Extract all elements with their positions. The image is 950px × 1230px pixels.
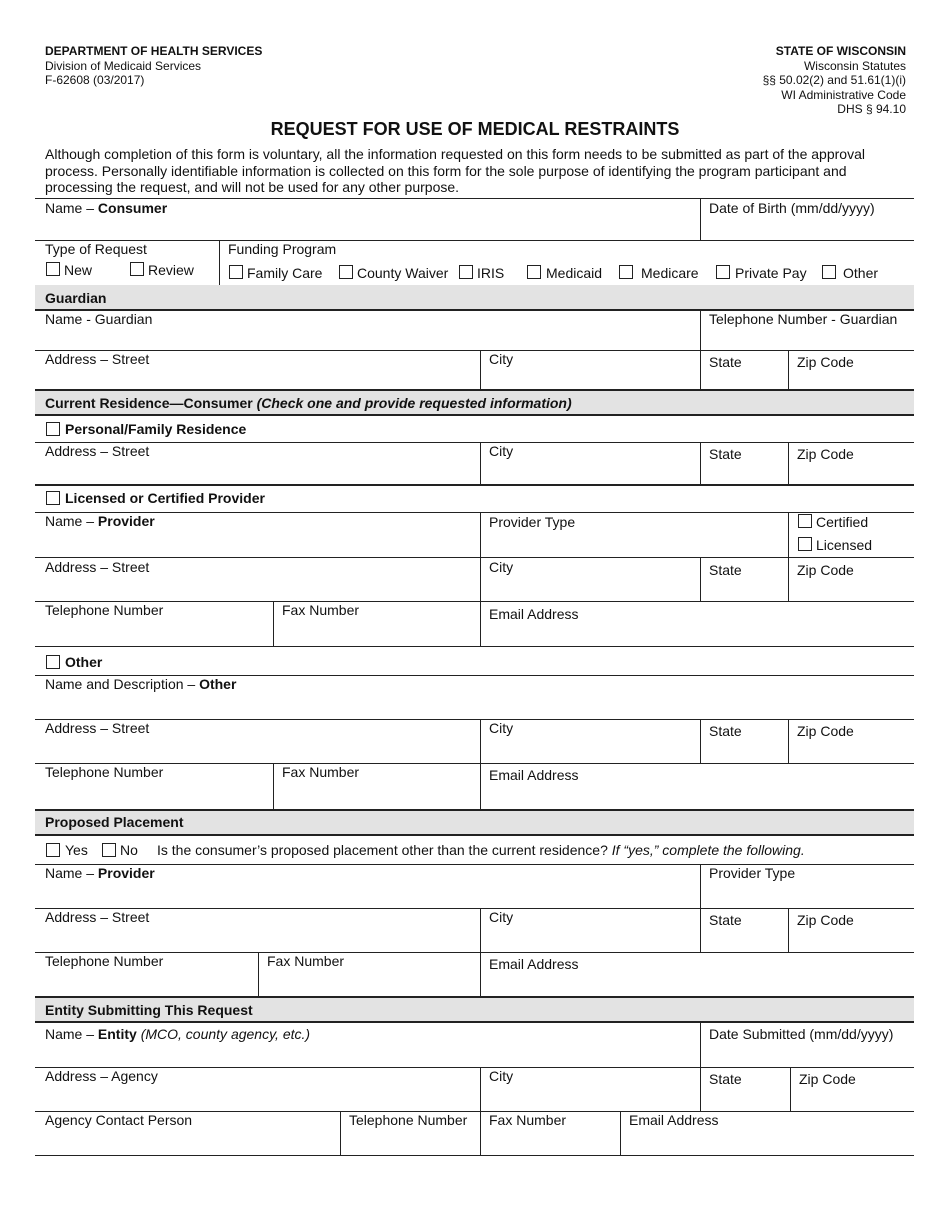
medicare-label: Medicare (641, 265, 699, 281)
provider-state-field[interactable]: State (709, 562, 742, 578)
rule (35, 414, 914, 416)
divider (788, 350, 789, 389)
agency-header (45, 44, 262, 88)
personal-zip-field[interactable]: Zip Code (797, 446, 854, 462)
department-name: DEPARTMENT OF HEALTH SERVICES (45, 44, 263, 58)
field-label: Name – (45, 1026, 98, 1042)
placement-city-field[interactable]: City (489, 909, 514, 925)
medicaid-label: Medicaid (546, 265, 603, 281)
statute-references: §§ 50.02(2) and 51.61(1)(i) (762, 73, 906, 87)
intro-paragraph: Although completion of this form is voluntary, all the information requested on this form needs to be submitted as part of the approval process. Personally identifiable information is collected on this form for the sole purpose of identifying the program participant and processing the request, and will not be used for any other purpose. (45, 146, 865, 195)
review-label: Review (148, 262, 194, 278)
divider (219, 240, 220, 285)
iris-label: IRIS (477, 265, 505, 281)
licensed-provider-checkbox[interactable] (46, 491, 60, 505)
other-funding-label: Other (843, 265, 879, 281)
provider-type-field[interactable]: Provider Type (489, 514, 576, 530)
date-submitted-field[interactable]: Date Submitted (mm/dd/yyyy) (709, 1026, 894, 1042)
review-checkbox[interactable] (130, 262, 144, 276)
divider (788, 512, 789, 557)
divider (700, 719, 701, 763)
section-title: Proposed Placement (45, 814, 184, 830)
personal-residence-checkbox[interactable] (46, 422, 60, 436)
rule (35, 763, 914, 764)
medicare-checkbox[interactable] (619, 265, 633, 279)
form-title: REQUEST FOR USE OF MEDICAL RESTRAINTS (270, 119, 680, 139)
other-email-field[interactable]: Email Address (489, 767, 579, 783)
placement-street-field[interactable]: Address – Street (45, 909, 150, 925)
field-label: Name – (45, 865, 98, 881)
provider-city-field[interactable]: City (489, 559, 514, 575)
divider (273, 601, 274, 646)
other-residence-label: Other (65, 654, 103, 670)
other-zip-field[interactable]: Zip Code (797, 723, 854, 739)
personal-residence-label: Personal/Family Residence (65, 421, 247, 437)
placement-zip-field[interactable]: Zip Code (797, 912, 854, 928)
request-type-label: Type of Request (45, 241, 147, 257)
rule (35, 442, 914, 443)
other-city-field[interactable]: City (489, 720, 514, 736)
guardian-street-field[interactable]: Address – Street (45, 351, 150, 367)
admin-code-label: WI Administrative Code (781, 87, 906, 102)
field-label-bold: Consumer (97, 200, 168, 216)
certified-label: Certified (816, 514, 869, 530)
agency-city-field[interactable]: City (489, 1068, 514, 1084)
medicaid-checkbox[interactable] (527, 265, 541, 279)
other-state-field[interactable]: State (709, 723, 742, 739)
other-funding-checkbox[interactable] (822, 265, 836, 279)
county-waiver-checkbox[interactable] (339, 265, 353, 279)
placement-yes-label: Yes (65, 842, 88, 858)
entity-name-field[interactable] (45, 1026, 310, 1042)
placement-question (157, 842, 805, 858)
agency-contact-field[interactable]: Agency Contact Person (45, 1112, 193, 1128)
divider (480, 512, 481, 646)
question-text: Is the consumer’s proposed placement other than the current residence? (157, 842, 608, 858)
other-residence-checkbox[interactable] (46, 655, 60, 669)
rule (35, 1021, 914, 1023)
provider-zip-field[interactable]: Zip Code (797, 562, 854, 578)
rule (35, 908, 914, 909)
divider (788, 442, 789, 484)
provider-name-field[interactable] (45, 513, 155, 529)
rule (35, 1155, 914, 1156)
field-label-bold: Provider (97, 513, 155, 529)
placement-provider-type-field[interactable]: Provider Type (709, 865, 796, 881)
rule (35, 557, 914, 558)
divider (700, 309, 701, 389)
field-note: (MCO, county agency, etc.) (140, 1026, 311, 1042)
rule (35, 952, 914, 953)
divider (480, 442, 481, 484)
placement-email-field[interactable]: Email Address (489, 956, 579, 972)
dhs-reference: DHS § 94.10 (837, 102, 906, 116)
entity-section-header (35, 998, 914, 1021)
personal-city-field[interactable]: City (489, 443, 514, 459)
field-label-bold: Other (199, 676, 237, 692)
rule (35, 350, 914, 351)
divider (480, 350, 481, 389)
provider-street-field[interactable]: Address – Street (45, 559, 150, 575)
divider (480, 719, 481, 809)
guardian-name-field[interactable]: Name - Guardian (45, 311, 153, 327)
consumer-name-field[interactable] (45, 200, 167, 216)
field-label: Name – (45, 513, 98, 529)
personal-street-field[interactable]: Address – Street (45, 443, 150, 459)
section-note: (Check one and provide requested information) (256, 395, 572, 411)
personal-state-field[interactable]: State (709, 446, 742, 462)
section-title: Entity Submitting This Request (45, 1002, 253, 1018)
family-care-label: Family Care (247, 265, 323, 281)
divider (258, 952, 259, 996)
rule (35, 834, 914, 836)
placement-phone-field[interactable]: Telephone Number (45, 953, 164, 969)
placement-no-checkbox[interactable] (102, 843, 116, 857)
new-checkbox[interactable] (46, 262, 60, 276)
guardian-phone-field[interactable]: Telephone Number - Guardian (709, 311, 898, 327)
iris-checkbox[interactable] (459, 265, 473, 279)
provider-email-field[interactable]: Email Address (489, 606, 579, 622)
divider (788, 557, 789, 601)
rule (35, 601, 914, 602)
licensed-checkbox[interactable] (798, 537, 812, 551)
new-label: New (64, 262, 93, 278)
dob-field[interactable]: Date of Birth (mm/dd/yyyy) (709, 200, 875, 216)
form-number: F-62608 (03/2017) (45, 73, 145, 87)
placement-state-field[interactable]: State (709, 912, 742, 928)
divider (788, 908, 789, 952)
rule (35, 1067, 914, 1068)
statutes-label: Wisconsin Statutes (803, 58, 906, 73)
state-header (763, 44, 906, 117)
guardian-city-field[interactable]: City (489, 351, 514, 367)
licensed-provider-label: Licensed or Certified Provider (65, 490, 265, 506)
family-care-checkbox[interactable] (229, 265, 243, 279)
county-waiver-label: County Waiver (357, 265, 449, 281)
private-pay-checkbox[interactable] (716, 265, 730, 279)
funding-program-label: Funding Program (228, 241, 337, 257)
divider (700, 198, 701, 240)
other-description-field[interactable] (45, 676, 236, 692)
agency-address-field[interactable]: Address – Agency (45, 1068, 158, 1084)
rule (35, 512, 914, 513)
placement-no-label: No (120, 842, 138, 858)
placement-provider-name-field[interactable] (45, 865, 155, 881)
field-label: Name and Description – (45, 676, 200, 692)
divider (700, 442, 701, 484)
divider (340, 1111, 341, 1155)
agency-state-field[interactable]: State (709, 1071, 742, 1087)
field-label-bold: Entity (97, 1026, 137, 1042)
divider (700, 1021, 701, 1111)
section-title: Guardian (45, 290, 107, 306)
other-fax-field[interactable]: Fax Number (282, 764, 360, 780)
rule (35, 198, 914, 199)
other-street-field[interactable]: Address – Street (45, 720, 150, 736)
guardian-state-field[interactable]: State (709, 354, 742, 370)
divider (788, 719, 789, 763)
provider-phone-field[interactable]: Telephone Number (45, 602, 164, 618)
residence-section-header (35, 391, 914, 414)
divider (700, 557, 701, 601)
placement-fax-field[interactable]: Fax Number (267, 953, 345, 969)
field-label-bold: Provider (97, 865, 155, 881)
agency-phone-field[interactable]: Telephone Number (349, 1112, 468, 1128)
licensed-label: Licensed (816, 537, 873, 553)
state-name: STATE OF WISCONSIN (775, 44, 906, 58)
guardian-zip-field[interactable]: Zip Code (797, 354, 854, 370)
placement-section-header (35, 811, 914, 834)
agency-email-field[interactable]: Email Address (629, 1112, 719, 1128)
placement-yes-checkbox[interactable] (46, 843, 60, 857)
divider (273, 763, 274, 809)
provider-fax-field[interactable]: Fax Number (282, 602, 360, 618)
rule (35, 240, 914, 241)
agency-zip-field[interactable]: Zip Code (799, 1071, 856, 1087)
certified-checkbox[interactable] (798, 514, 812, 528)
guardian-section-header (35, 285, 914, 309)
rule (35, 484, 914, 486)
division-name: Division of Medicaid Services (45, 58, 202, 73)
divider (790, 1067, 791, 1111)
rule (35, 719, 914, 720)
private-pay-label: Private Pay (735, 265, 807, 281)
question-note: If “yes,” complete the following. (611, 842, 805, 858)
agency-fax-field[interactable]: Fax Number (489, 1112, 567, 1128)
divider (620, 1111, 621, 1155)
field-label: Name – (45, 200, 98, 216)
section-title: Current Residence—Consumer (45, 395, 253, 411)
rule (35, 646, 914, 647)
other-phone-field[interactable]: Telephone Number (45, 764, 164, 780)
